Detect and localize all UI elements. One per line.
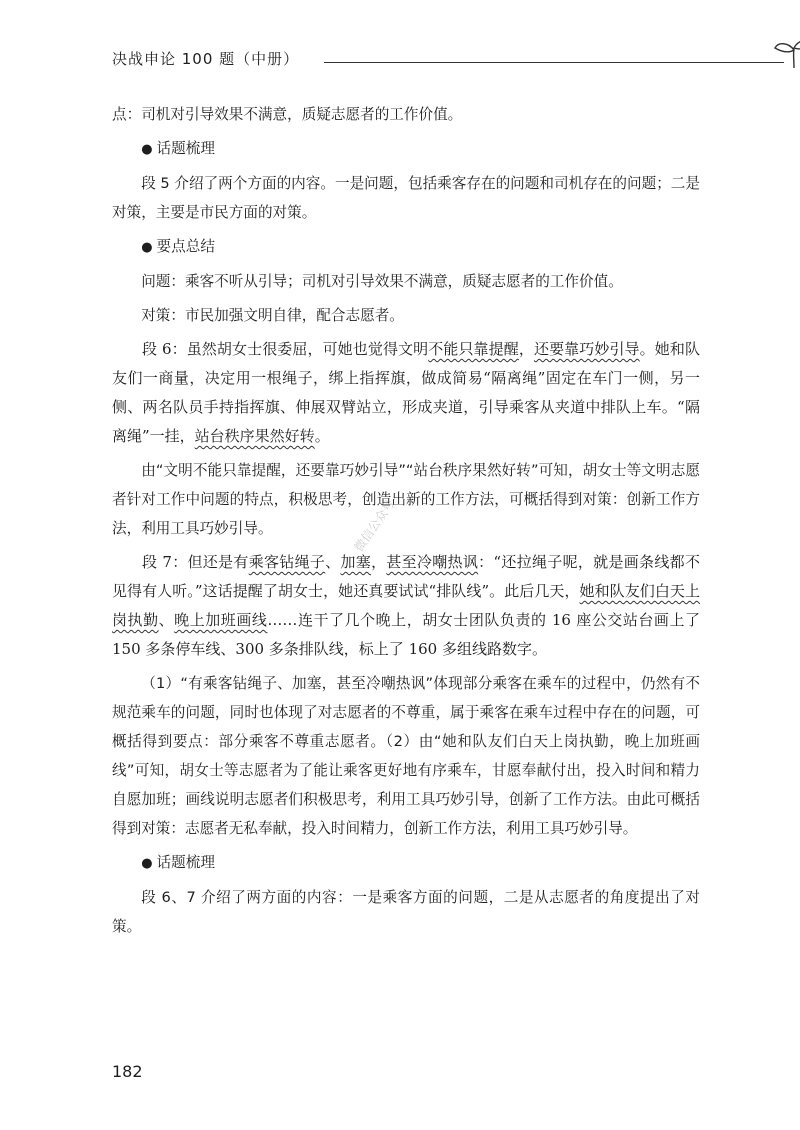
section-heading: ● 要点总结: [141, 238, 215, 255]
wavy-underline: 加塞: [340, 553, 372, 571]
wavy-underline: 乘客钻绳子: [248, 553, 326, 571]
source-paragraph-6: 段 6：虽然胡女士很委屈，可她也觉得文明不能只靠提醒，还要靠巧妙引导。她和队友们一商量，决定用一根绳子，绑上指挥旗，做成简易“隔离绳”固定在车门一侧，另一侧、两名队员手持指挥旗、伸展双臂站立，形成夹道，引导乘客从夹道中排队上车。“隔离绳”一挂，站台秩序果然好转。: [112, 340, 700, 445]
section-heading: ● 话题梳理: [141, 140, 215, 157]
page-number: 182: [112, 1062, 143, 1081]
wavy-underline: 还要靠巧妙引导: [533, 340, 640, 358]
page-header: [112, 44, 712, 74]
wavy-underline: 她和队友们白天上岗执勤: [112, 582, 700, 629]
paragraph: 段 6、7 介绍了两方面的内容：一是乘客方面的问题，二是从志愿者的角度提出了对策。: [112, 889, 700, 935]
book-title: 决战申论 100 题（中册）: [112, 50, 300, 68]
bullet-icon: ●: [141, 240, 153, 255]
header-rule: [324, 62, 784, 63]
wavy-underline: 甚至冷嘲热讽: [386, 553, 479, 571]
paragraph: 问题：乘客不听从引导；司机对引导效果不满意，质疑志愿者的工作价值。: [141, 273, 623, 290]
wavy-underline: 站台秩序果然好转: [194, 427, 315, 445]
wavy-underline: 晚上加班画线: [174, 611, 268, 629]
watermark: 微信公众号: [351, 496, 398, 555]
paragraph: 由“文明不能只靠提醒，还要靠巧妙引导”“站台秩序果然好转”可知，胡女士等文明志愿者针对工作中问题的特点，积极思考，创造出新的工作方法，可概括得到对策：创新工作方法，利用工具巧妙引导。: [112, 462, 700, 537]
section-heading: ● 话题梳理: [141, 854, 215, 871]
paragraph: 对策：市民加强文明自律，配合志愿者。: [141, 307, 404, 324]
bullet-icon: ●: [141, 142, 153, 157]
wavy-underline: 不能只靠提醒: [428, 340, 519, 358]
bullet-icon: ●: [141, 856, 153, 871]
page-body: [112, 100, 700, 946]
sprout-icon: [772, 36, 800, 70]
paragraph: 段 5 介绍了两个方面的内容。一是问题，包括乘客存在的问题和司机存在的问题；二是对策，主要是市民方面的对策。: [112, 175, 700, 221]
paragraph: （1）“有乘客钻绳子、加塞，甚至冷嘲热讽”体现部分乘客在乘车的过程中，仍然有不规范乘车的问题，同时也体现了对志愿者的不尊重，属于乘客在乘车过程中存在的问题，可概括得到要点：部分乘客不尊重志愿者。（2）由“她和队友们白天上岗执勤，晚上加班画线”可知，胡女士等志愿者为了能让乘客更好地有序乘车，甘愿奉献付出，投入时间和精力自愿加班；画线说明志愿者们积极思考，利用工具巧妙引导，创新了工作方法。由此可概括得到对策：志愿者无私奉献，投入时间精力，创新工作方法，利用工具巧妙引导。: [112, 675, 700, 837]
paragraph: 点：司机对引导效果不满意，质疑志愿者的工作价值。: [112, 106, 463, 123]
source-paragraph-7: 段 7：但还是有乘客钻绳子、加塞，甚至冷嘲热讽：“还拉绳子呢，就是画条线都不见得有人听。”这话提醒了胡女士，她还真要试试“排队线”。此后几天，她和队友们白天上岗执勤、晚上加班画线……连干了几个晚上，胡女士团队负责的 16 座公交站台画上了 150 多条停车线、300 多条排队线，标上了 160 多组线路数字。: [112, 553, 700, 658]
